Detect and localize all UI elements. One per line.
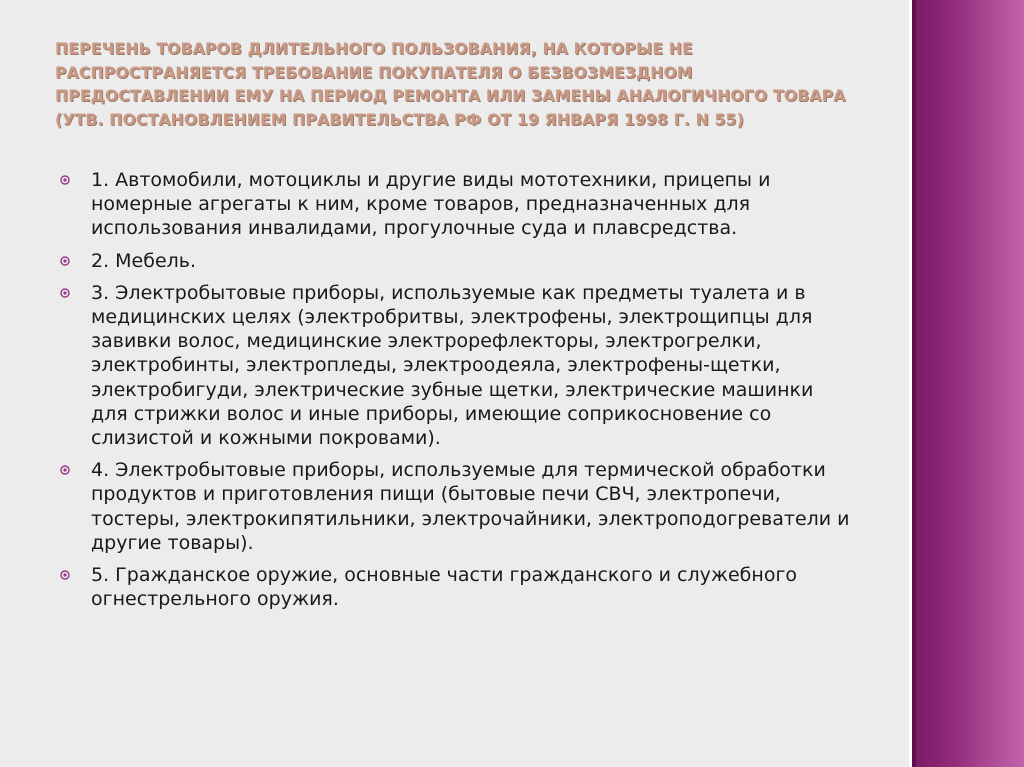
ring-dot-bullet-icon xyxy=(60,288,70,298)
list-item xyxy=(60,563,850,611)
list-item-text: 2. Мебель. xyxy=(91,249,197,272)
list-item xyxy=(60,168,850,241)
slide-title: ПЕРЕЧЕНЬ ТОВАРОВ ДЛИТЕЛЬНОГО ПОЛЬЗОВАНИЯ, НА КОТОРЫЕ НЕ РАСПРОСТРАНЯЕТСЯ ТРЕБОВАНИЕ ПОКУПАТЕЛЯ О БЕЗВОЗМЕЗДНОМ ПРЕДОСТАВЛЕНИИ ЕМУ НА ПЕРИОД РЕМОНТА ИЛИ ЗАМЕНЫ АНАЛОГИЧНОГО ТОВАРА (УТВ. ПОСТАНОВЛЕНИЕМ ПРАВИТЕЛЬСТВА РФ ОТ 19 ЯНВАРЯ 1998 Г. N 55) xyxy=(55,40,846,129)
list-item xyxy=(60,249,850,273)
ring-dot-bullet-icon xyxy=(60,570,70,580)
bullet-list xyxy=(60,168,850,619)
list-item-text: 4. Электробытовые приборы, используемые для термической обработки продуктов и приготовления пищи (бытовые печи СВЧ, электропечи, тостеры, электрокипятильники, электрочайники, электроподогреватели и другие товары). xyxy=(91,459,850,554)
list-item xyxy=(60,281,850,450)
list-item xyxy=(60,458,850,555)
list-item-text: 5. Гражданское оружие, основные части гражданского и служебного огнестрельного оружия. xyxy=(91,564,798,611)
accent-side-stripe xyxy=(912,0,916,767)
ring-dot-bullet-icon xyxy=(60,175,70,185)
ring-dot-bullet-icon xyxy=(60,256,70,266)
accent-side-bar xyxy=(912,0,1024,767)
ring-dot-bullet-icon xyxy=(60,465,70,475)
list-item-text: 1. Автомобили, мотоциклы и другие виды мототехники, прицепы и номерные агрегаты к ним, кроме товаров, предназначенных для использования инвалидами, прогулочные суда и плавсредства. xyxy=(91,169,771,240)
list-item-text: 3. Электробытовые приборы, используемые как предметы туалета и в медицинских целях (электробритвы, электрофены, электрощипцы для завивки волос, медицинские электрорефлекторы, электрогрелки, электробинты, электропледы, электроодеяла, электрофены-щетки, электробигуди, электрические зубные щетки, электрические машинки для стрижки волос и иные приборы, имеющие соприкосновение со слизистой и кожными покровами). xyxy=(91,281,814,450)
